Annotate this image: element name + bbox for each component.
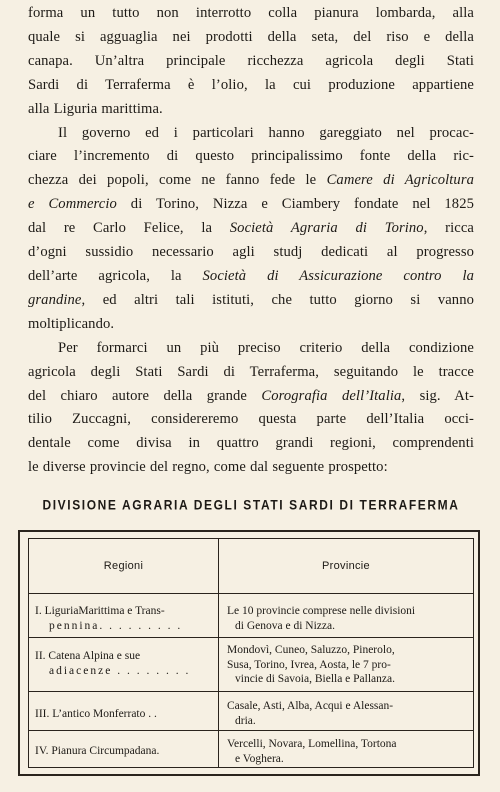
text-line: canapa. Un’altra principale ricchezza agricola degli Stati [28, 52, 474, 69]
text-line: tilio Zuccagni, considereremo questa parte dell’Italia occi- [28, 411, 474, 428]
text-line: Sardi di Terraferma è l’olio, la cui produzione appartiene [28, 76, 474, 93]
provincie-cell: Mondovì, Cuneo, Saluzzo, Pinerolo, Susa, Torino, Ivrea, Aosta, le 7 pro- vincie di Savoia, Biella e Pallanza. [227, 644, 395, 685]
provincie-cell: Le 10 provincie comprese nelle divisioni di Genova e di Nizza. [227, 605, 416, 632]
paragraph-3 [28, 337, 474, 480]
text-line: dal re Carlo Felice, la Società Agraria di Torino, ricca [28, 220, 475, 237]
regione-cell: III. L’antico Monferrato . . [35, 708, 157, 720]
paragraph-2 [28, 122, 474, 337]
text-line: e Commercio di Torino, Nizza e Ciambery fondate nel 1825 [28, 196, 474, 213]
text-line: agricola degli Stati Sardi di Terraferma, seguitando le tracce [28, 363, 474, 380]
text-line: ciare l’incremento di questo principalissimo fonte della ric- [28, 148, 474, 165]
text-line: del chiaro autore della grande Corografia dell’Italia, sig. At- [28, 387, 474, 404]
text-line: quale si agguaglia nei prodotti della seta, del riso e della [28, 28, 474, 45]
text-line: alla Liguria marittima. [28, 100, 163, 117]
provincie-cell: Vercelli, Novara, Lomellina, Tortona e Voghera. [227, 738, 397, 765]
regione-cell: IV. Pianura Circumpadana. [35, 745, 160, 757]
text-line: Il governo ed i particolari hanno gareggiato nel procac- [58, 124, 474, 141]
text-line: chezza dei popoli, come ne fanno fede le Camere di Agricoltura [28, 172, 474, 189]
text-line: forma un tutto non interrotto colla pianura lombarda, alla [28, 5, 474, 21]
regione-cell: II. Catena Alpina e sue adiacenze . . . . . . . . [35, 650, 191, 677]
row-rule [29, 637, 473, 638]
row-rule [29, 730, 473, 731]
text-line: Per formarci un più preciso criterio della condizione [58, 339, 474, 356]
table-title: DIVISIONE AGRARIA DEGLI STATI SARDI DI TERRAFERMA [42, 496, 460, 514]
text-line: d’ogni sussidio necessario agli studj dedicati al progresso [28, 244, 474, 261]
text-line: le diverse provincie del regno, come dal seguente prospetto: [28, 459, 388, 476]
text-line: dell’arte agricola, la Società di Assicurazione contro la [28, 267, 475, 284]
header-regioni: Regioni [103, 559, 144, 572]
row-rule [29, 691, 473, 692]
text-line: dentale come divisa in quattro grandi regioni, comprendenti [28, 435, 474, 452]
provincie-cell: Casale, Asti, Alba, Acqui e Alessan- dria. [227, 700, 394, 727]
body-text [28, 2, 474, 480]
division-table [28, 538, 474, 768]
text-line: grandine, ed altri tali istituti, che tutto giorno si vanno [28, 291, 474, 308]
header-rule [29, 593, 473, 594]
regione-cell: I. LiguriaMarittima e Trans- pennina. . . . . . . . . [35, 605, 183, 632]
paragraph-1 [28, 2, 474, 122]
header-provincie: Provincie [322, 559, 370, 572]
text-line: moltiplicando. [28, 315, 115, 332]
